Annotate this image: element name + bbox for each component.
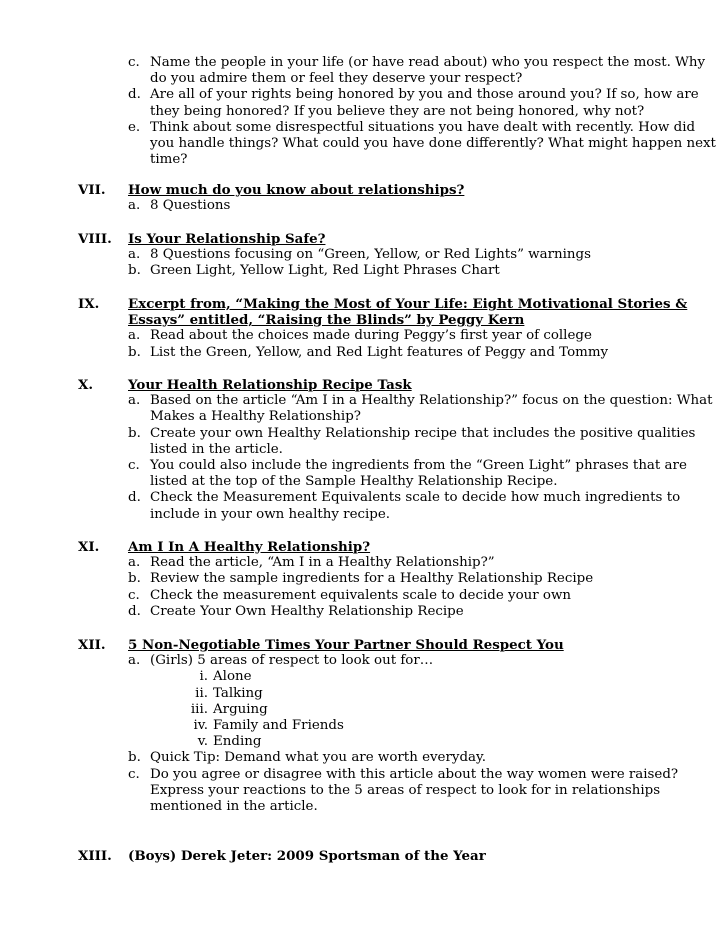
section-xii: [78, 637, 718, 815]
list-item: a. 8 Questions focusing on “Green, Yellow, or Red Lights” warnings: [128, 247, 591, 263]
section-title: Is Your Relationship Safe?: [128, 231, 326, 247]
sub-list-item: i. Alone: [199, 669, 252, 685]
section-number: VIII.: [78, 231, 112, 247]
section-title: Your Health Relationship Recipe Task: [128, 377, 412, 393]
section-title: 5 Non-Negotiable Times Your Partner Should Respect You: [128, 637, 564, 653]
list-item: e. Think about some disrespectful situations you have dealt with recently. How did you handle things? What could you have done differently? What might happen next time?: [128, 119, 716, 168]
section-number: XI.: [78, 539, 100, 555]
section-xiii: [78, 848, 718, 864]
section-title: Excerpt from, “Making the Most of Your Life: Eight Motivational Stories & Essays” entitled, “Raising the Blinds” by Peggy Kern: [128, 296, 688, 329]
section-number: XII.: [78, 637, 106, 653]
section-title: Am I In A Healthy Relationship?: [128, 539, 371, 555]
list-item: b. Quick Tip: Demand what you are worth everyday.: [128, 750, 487, 766]
list-item: c. Do you agree or disagree with this article about the way women were raised? Express your reactions to the 5 areas of respect to look for in relationships mentioned in the article.: [128, 766, 679, 815]
section-vii: [78, 182, 718, 214]
list-item: c. Name the people in your life (or have read about) who you respect the most. Why do you admire them or feel they deserve your respect?: [128, 55, 706, 87]
list-item: c. You could also include the ingredients from the “Green Light” phrases that are listed at the top of the Sample Healthy Relationship Recipe.: [128, 458, 687, 490]
list-item: a. 8 Questions: [128, 198, 231, 214]
section-number: VII.: [78, 182, 106, 198]
list-item: d. Create Your Own Healthy Relationship Recipe: [128, 603, 464, 619]
list-item: c. Check the measurement equivalents scale to decide your own: [128, 587, 572, 603]
list-item: b. Review the sample ingredients for a Healthy Relationship Recipe: [128, 571, 594, 587]
list-item: d. Check the Measurement Equivalents scale to decide how much ingredients to include in your own healthy recipe.: [128, 490, 681, 522]
sub-list-item: iv. Family and Friends: [193, 718, 344, 734]
sub-list-item: ii. Talking: [195, 685, 263, 701]
list-item: a. Read the article, “Am I in a Healthy Relationship?”: [128, 555, 495, 571]
list-item: b. Green Light, Yellow Light, Red Light Phrases Chart: [128, 263, 500, 279]
list-item: a. (Girls) 5 areas of respect to look out for… i. Alone ii. Talking iii. Arguing iv. Family and Friends v. Ending: [128, 653, 718, 750]
section-title: How much do you know about relationships?: [128, 182, 465, 198]
list-item: a. Read about the choices made during Peggy’s first year of college: [128, 328, 592, 344]
section-number: IX.: [78, 296, 100, 312]
section-number: X.: [78, 377, 94, 393]
section-ix: [78, 296, 718, 361]
section-continuation: [78, 55, 718, 168]
list-item: a. Based on the article “Am I in a Healthy Relationship?” focus on the question: What Makes a Healthy Relationship?: [128, 393, 713, 425]
list-item: b. List the Green, Yellow, and Red Light features of Peggy and Tommy: [128, 344, 609, 360]
section-xi: [78, 539, 718, 620]
section-viii: [78, 231, 718, 280]
section-x: [78, 377, 718, 523]
section-number: XIII.: [78, 848, 112, 864]
sub-list-item: v. Ending: [197, 734, 262, 750]
sub-list-item: iii. Arguing: [190, 701, 268, 717]
list-item: b. Create your own Healthy Relationship recipe that includes the positive qualities listed in the article.: [128, 425, 696, 457]
section-title: (Boys) Derek Jeter: 2009 Sportsman of the Year: [128, 848, 486, 864]
list-item: d. Are all of your rights being honored by you and those around you? If so, how are they being honored? If you believe they are not being honored, why not?: [128, 87, 699, 119]
